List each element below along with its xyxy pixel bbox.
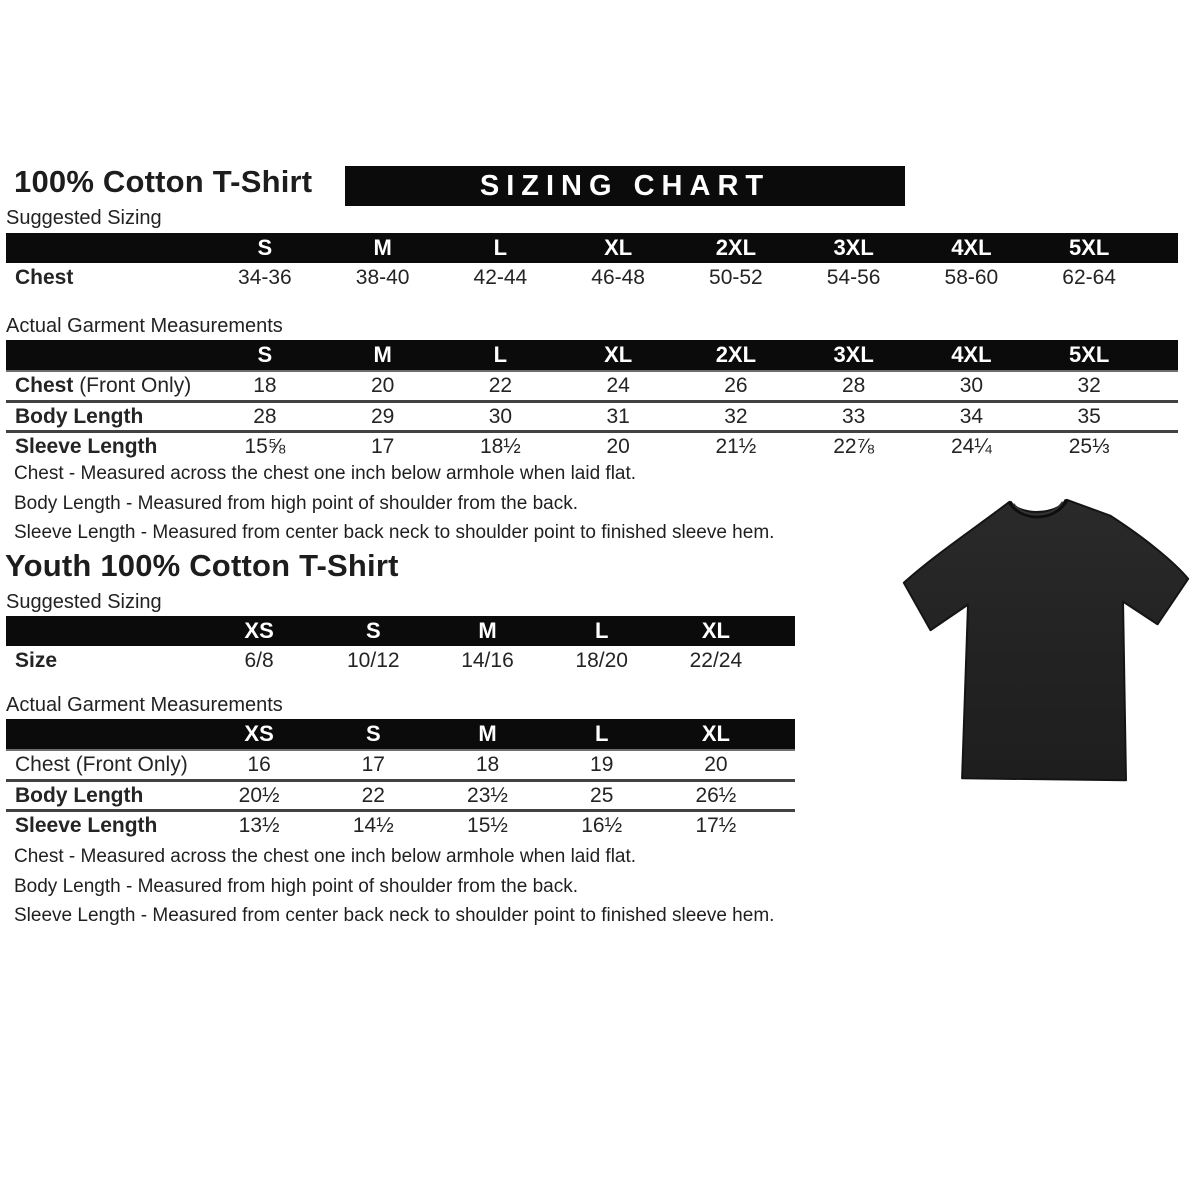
size-column-header: M [373, 235, 392, 260]
row-label: Sleeve Length [15, 813, 158, 837]
size-value-cell: 17 [370, 434, 395, 458]
size-column-header: 3XL [833, 235, 874, 260]
size-value-cell: 22 [361, 783, 385, 807]
row-label: Chest [15, 266, 74, 289]
size-value-cell: 18/20 [575, 649, 628, 672]
row-label: Body Length [15, 404, 144, 428]
size-value-cell: 22⅞ [833, 434, 875, 458]
size-column-header: S [365, 618, 381, 643]
size-value-cell: 26½ [695, 783, 737, 807]
size-value-cell: 25 [590, 783, 614, 807]
row-label-cell [6, 435, 206, 459]
measurement-row [6, 430, 1178, 460]
measurement-row [6, 749, 795, 779]
size-value-cell: 34-36 [238, 266, 292, 289]
size-value-cell: 34 [959, 404, 984, 428]
adult-suggested-sizing-table [6, 233, 1178, 293]
youth-suggested-sizing-table [6, 616, 795, 676]
size-value-cell: 35 [1077, 404, 1101, 428]
size-column-header: M [478, 721, 497, 746]
row-label-cell [6, 405, 206, 429]
size-value-cell: 16 [247, 753, 271, 776]
size-value-cell: 25⅓ [1068, 434, 1110, 458]
sizing-chart-banner: SIZING CHART [345, 166, 905, 206]
size-column-header: M [478, 618, 497, 643]
size-value-cell: 32 [724, 404, 748, 428]
note-line: Chest - Measured across the chest one inch below armhole when laid flat. [14, 463, 637, 484]
measurement-row [6, 646, 795, 676]
size-column-header: S [365, 721, 381, 746]
row-label-cell [6, 814, 202, 838]
size-value-cell: 29 [370, 404, 395, 428]
size-value-cell: 21½ [715, 434, 757, 458]
size-value-cell: 20 [606, 434, 630, 458]
note-line: Sleeve Length - Measured from center back neck to shoulder point to finished sleeve hem. [14, 522, 775, 543]
page-title: 100% Cotton T-Shirt [14, 164, 313, 199]
size-value-cell: 18 [475, 753, 500, 776]
size-value-cell: 22 [488, 374, 513, 397]
size-value-cell: 33 [841, 404, 866, 428]
row-label-cell [6, 374, 206, 398]
size-value-cell: 19 [590, 753, 614, 776]
size-value-cell: 15½ [467, 813, 508, 837]
note-line: Body Length - Measured from high point of shoulder from the back. [14, 492, 578, 514]
size-value-cell: 54-56 [826, 266, 881, 289]
size-value-cell: 17½ [695, 813, 737, 837]
size-column-header: 5XL [1068, 235, 1110, 260]
size-column-header: XL [701, 618, 730, 643]
size-column-header: 4XL [951, 235, 992, 260]
size-value-cell: 50-52 [709, 266, 763, 289]
youth-suggested-sizing-label: Suggested Sizing [6, 591, 162, 613]
measurement-row [6, 400, 1178, 430]
size-value-cell: 28 [841, 374, 866, 397]
size-column-header: XL [604, 235, 633, 260]
row-label-suffix: (Front Only) [73, 374, 192, 397]
size-header-row [6, 616, 795, 646]
size-value-cell: 10/12 [347, 649, 400, 672]
row-label: Sleeve Length [15, 434, 158, 458]
measurement-row [6, 809, 795, 839]
size-column-header: L [493, 235, 508, 260]
size-column-header: XS [244, 618, 274, 643]
size-column-header: XL [604, 342, 633, 367]
black-tshirt-image [898, 486, 1196, 802]
size-value-cell: 62-64 [1062, 266, 1116, 289]
tshirt-graphic [898, 486, 1196, 802]
size-value-cell: 20 [370, 374, 395, 397]
row-label: Chest [15, 374, 74, 397]
size-column-header: XL [701, 721, 730, 746]
size-value-cell: 18 [253, 374, 277, 397]
size-value-cell: 20 [704, 753, 728, 776]
note-line: Body Length - Measured from high point of shoulder from the back. [14, 875, 578, 897]
size-value-cell: 32 [1077, 374, 1101, 397]
row-label-cell [6, 649, 202, 673]
size-column-header: 3XL [833, 342, 874, 367]
size-value-cell: 24 [606, 374, 630, 397]
size-column-header: 4XL [951, 342, 992, 367]
measurement-row [6, 370, 1178, 400]
size-value-cell: 14½ [352, 813, 394, 837]
note-line: Sleeve Length - Measured from center back neck to shoulder point to finished sleeve hem. [14, 905, 775, 926]
adult-actual-measurements-label: Actual Garment Measurements [6, 315, 283, 337]
adult-suggested-sizing-label: Suggested Sizing [6, 207, 162, 229]
row-label-cell [6, 753, 202, 777]
size-header-row [6, 719, 795, 749]
row-label-suffix: (Front Only) [69, 753, 188, 776]
size-value-cell: 18½ [479, 434, 521, 458]
size-value-cell: 38-40 [355, 266, 410, 289]
size-column-header: 5XL [1068, 342, 1110, 367]
size-column-header: S [257, 342, 273, 367]
size-column-header: L [594, 721, 609, 746]
size-value-cell: 23½ [467, 783, 508, 807]
size-value-cell: 6/8 [244, 649, 274, 672]
adult-actual-measurements-table [6, 340, 1178, 460]
size-column-header: L [493, 342, 508, 367]
youth-measurement-notes [14, 842, 774, 931]
size-value-cell: 15⅝ [244, 434, 286, 458]
tshirt-body [904, 500, 1188, 780]
size-value-cell: 22/24 [689, 649, 743, 672]
size-value-cell: 14/16 [461, 649, 514, 672]
size-value-cell: 46-48 [591, 266, 645, 289]
youth-actual-measurements-label: Actual Garment Measurements [6, 694, 283, 716]
size-column-header: 2XL [715, 235, 757, 260]
size-value-cell: 26 [724, 374, 748, 397]
size-value-cell: 20½ [238, 783, 280, 807]
row-label-cell [6, 266, 206, 290]
size-value-cell: 31 [606, 404, 630, 428]
row-label-cell [6, 784, 202, 808]
size-column-header: M [373, 342, 392, 367]
measurement-row [6, 779, 795, 809]
row-label: Body Length [15, 783, 144, 807]
youth-actual-measurements-table [6, 719, 795, 839]
size-column-header: 2XL [715, 342, 757, 367]
size-value-cell: 13½ [238, 813, 280, 837]
measurement-row [6, 263, 1178, 293]
size-column-header: L [594, 618, 609, 643]
row-label: Chest [15, 753, 70, 776]
size-column-header: XS [244, 721, 274, 746]
row-label: Size [15, 649, 58, 672]
adult-measurement-notes [14, 459, 774, 548]
size-value-cell: 42-44 [473, 266, 528, 289]
size-value-cell: 58-60 [944, 266, 999, 289]
size-value-cell: 16½ [581, 813, 623, 837]
size-column-header: S [257, 235, 273, 260]
note-line: Chest - Measured across the chest one inch below armhole when laid flat. [14, 846, 637, 867]
youth-section-title: Youth 100% Cotton T-Shirt [5, 548, 399, 583]
size-value-cell: 30 [959, 374, 984, 397]
size-header-row [6, 340, 1178, 370]
size-value-cell: 24¼ [950, 434, 992, 458]
size-value-cell: 30 [488, 404, 513, 428]
size-value-cell: 17 [361, 753, 385, 776]
size-value-cell: 28 [253, 404, 277, 428]
size-header-row [6, 233, 1178, 263]
